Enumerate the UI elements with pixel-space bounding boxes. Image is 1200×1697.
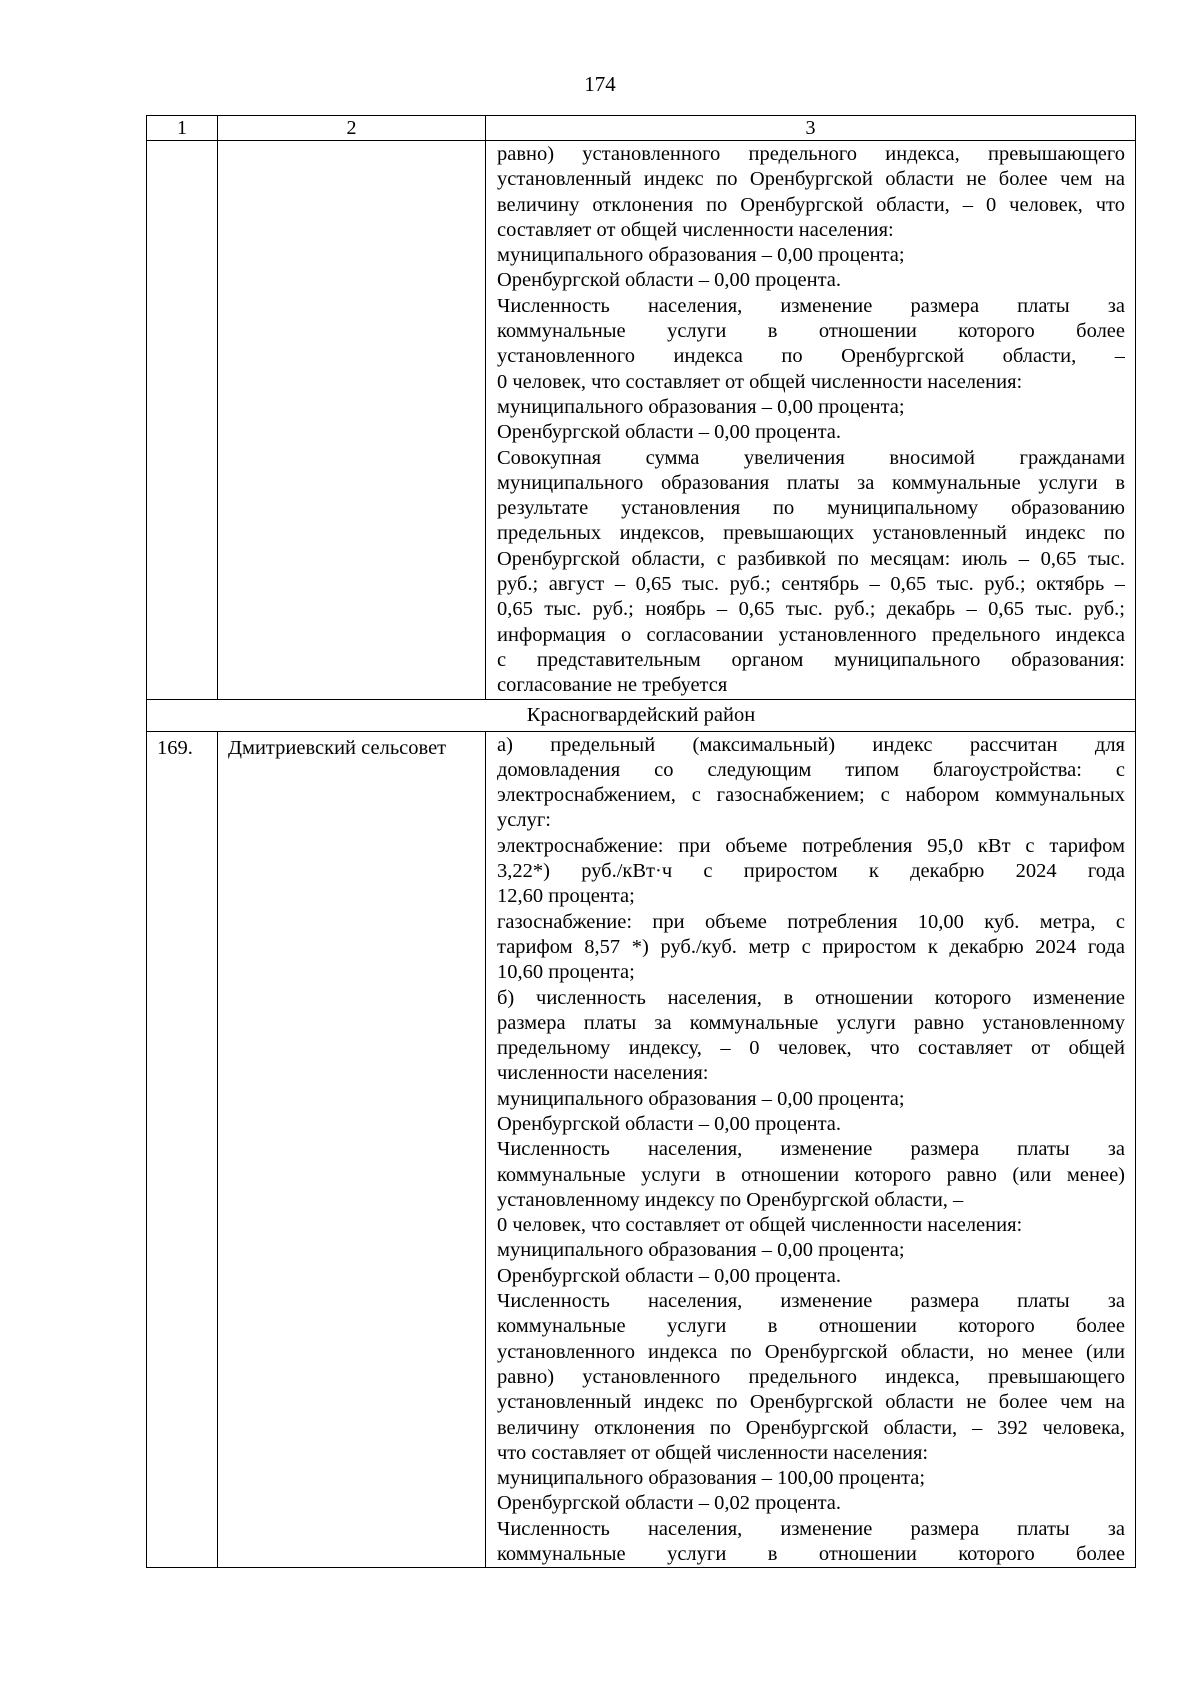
page-number: 174: [584, 72, 616, 96]
text-line: равно) установленного предельного индекса, превышающего: [497, 1365, 1125, 1388]
text-line: установленный индекс по Оренбургской области не более чем на: [497, 1391, 1125, 1414]
text-line: коммунальные услуги в отношении которого равно (или менее): [497, 1163, 1125, 1186]
text-line: результате установления по муниципальному образованию: [497, 497, 1125, 520]
section-row: [147, 699, 1136, 731]
text-line: Численность населения, изменение размера платы за: [497, 1138, 1125, 1161]
column-header-2: 2: [218, 116, 486, 141]
text-line: предельному индексу, – 0 человек, что составляет от общей: [497, 1037, 1125, 1060]
text-line: Численность населения, изменение размера платы за: [497, 1290, 1125, 1313]
text-line: Оренбургской области – 0,02 процента.: [497, 1492, 842, 1515]
text-line: установленного индекса по Оренбургской области, но менее (или: [497, 1340, 1125, 1363]
table-header-row: [147, 116, 1136, 141]
text-line: размера платы за коммунальные услуги равно установленному: [497, 1011, 1125, 1034]
text-line: Оренбургской области – 0,00 процента.: [497, 1264, 842, 1287]
text-line: Численность населения, изменение размера платы за: [497, 294, 1125, 317]
text-line: равно) установленного предельного индекса, превышающего: [497, 143, 1125, 165]
continued-entry-row: [147, 141, 1136, 700]
text-line: электроснабжение: при объеме потребления 95,0 кВт с тарифом: [497, 834, 1125, 857]
text-line: тарифом 8,57 *) руб./куб. метр с приростом к декабрю 2024 года: [497, 935, 1125, 958]
entry-number: 169.: [147, 731, 218, 1568]
text-line: Оренбургской области – 0,00 процента.: [497, 421, 842, 444]
text-line: муниципального образования – 0,00 процента;: [497, 1239, 905, 1262]
column-header-3: 3: [486, 116, 1136, 141]
text-line: 12,60 процента;: [497, 885, 635, 908]
text-line: 3,22*) руб./кВт·ч с приростом к декабрю 2024 года: [497, 860, 1125, 883]
text-line: составляет от общей численности населения:: [497, 218, 894, 241]
text-line: муниципального образования – 0,00 процента;: [497, 1087, 905, 1110]
text-line: 0,65 тыс. руб.; ноябрь – 0,65 тыс. руб.; декабрь – 0,65 тыс. руб.;: [497, 598, 1125, 621]
text-line: муниципального образования платы за коммунальные услуги в: [497, 471, 1125, 494]
text-line: величину отклонения по Оренбургской области, – 0 человек, что: [497, 193, 1125, 216]
text-line: Совокупная сумма увеличения вносимой гражданами: [497, 446, 1125, 469]
text-line: муниципального образования – 0,00 процента;: [497, 244, 905, 267]
text-line: величину отклонения по Оренбургской области, – 392 человека,: [497, 1416, 1125, 1439]
column-header-1: 1: [147, 116, 218, 141]
text-line: руб.; август – 0,65 тыс. руб.; сентябрь – 0,65 тыс. руб.; октябрь –: [497, 573, 1125, 596]
text-line: Численность населения, изменение размера платы за: [497, 1517, 1125, 1540]
text-line: установленному индексу по Оренбургской области, –: [497, 1188, 964, 1211]
text-line: коммунальные услуги в отношении которого более: [497, 1315, 1125, 1338]
text-line: 10,60 процента;: [497, 961, 635, 984]
text-line: численности населения:: [497, 1062, 709, 1085]
text-line: что составляет от общей численности населения:: [497, 1441, 929, 1464]
continued-name-cell: [218, 141, 486, 700]
text-line: муниципального образования – 0,00 процента;: [497, 395, 905, 418]
text-line: с представительным органом муниципального образования:: [497, 648, 1125, 671]
section-title: Красногвардейский район: [147, 699, 1136, 731]
text-line: Оренбургской области, с разбивкой по месяцам: июль – 0,65 тыс.: [497, 547, 1125, 570]
text-line: б) численность населения, в отношении которого изменение: [497, 986, 1125, 1009]
text-line: газоснабжение: при объеме потребления 10,00 куб. метра, с: [497, 910, 1125, 933]
text-line: домовладения со следующим типом благоустройства: с: [497, 758, 1125, 781]
text-line: коммунальные услуги в отношении которого более: [497, 320, 1125, 343]
text-line: 0 человек, что составляет от общей численности населения:: [497, 370, 1023, 393]
continued-number-cell: [147, 141, 218, 700]
text-line: услуг:: [497, 809, 551, 832]
text-line: коммунальные услуги в отношении которого более: [497, 1543, 1125, 1566]
document-table: [146, 115, 1136, 1568]
text-line: электроснабжением, с газоснабжением; с набором коммунальных: [497, 784, 1125, 807]
text-line: Оренбургской области – 0,00 процента.: [497, 269, 842, 292]
text-line: информация о согласовании установленного предельного индекса: [497, 623, 1125, 646]
text-line: а) предельный (максимальный) индекс рассчитан для: [497, 733, 1125, 756]
continued-text-cell: [486, 141, 1136, 700]
entry-text-cell: [486, 731, 1136, 1568]
text-line: согласование не требуется: [497, 674, 728, 697]
text-line: предельных индексов, превышающих установленный индекс по: [497, 522, 1125, 545]
text-line: установленного индекса по Оренбургской области, –: [497, 345, 1125, 368]
text-line: муниципального образования – 100,00 процента;: [497, 1467, 926, 1490]
text-line: установленный индекс по Оренбургской области не более чем на: [497, 168, 1125, 191]
text-line: Оренбургской области – 0,00 процента.: [497, 1112, 842, 1135]
entry-row: [147, 731, 1136, 1568]
text-line: 0 человек, что составляет от общей численности населения:: [497, 1214, 1023, 1237]
entry-name: Дмитриевский сельсовет: [218, 731, 486, 1568]
